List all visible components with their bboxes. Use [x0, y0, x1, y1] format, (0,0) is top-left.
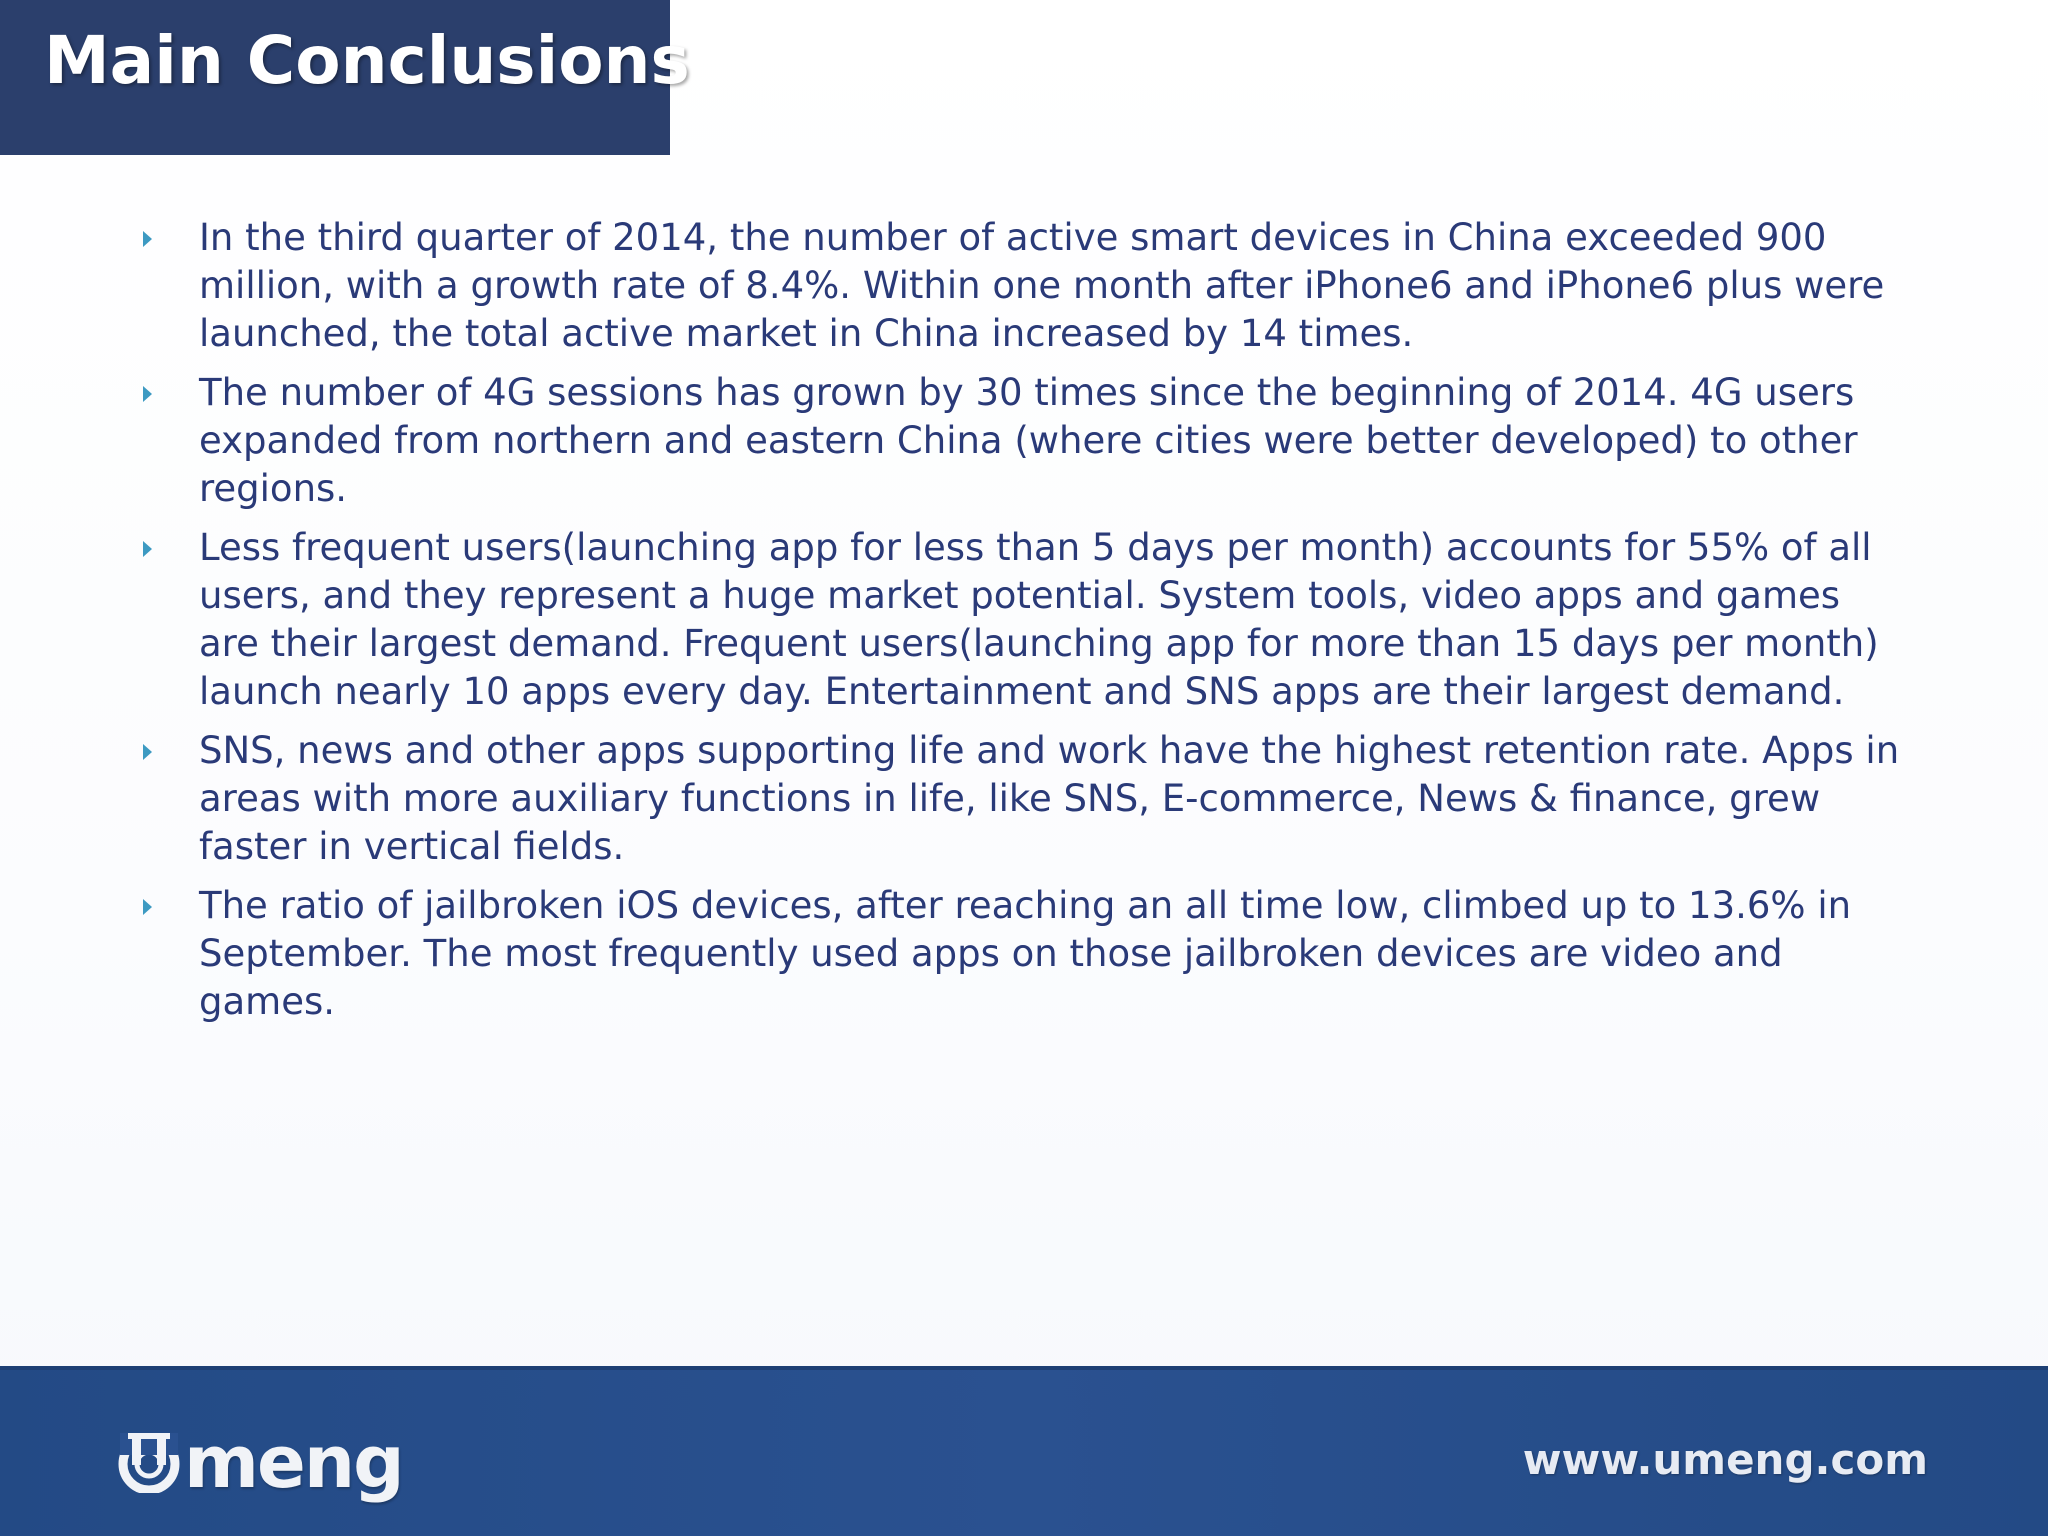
triangle-right-icon — [143, 541, 152, 557]
triangle-right-icon — [143, 899, 152, 915]
triangle-right-icon — [143, 744, 152, 760]
logo-text: meng — [184, 1420, 403, 1504]
list-item-text: Less frequent users(launching app for less than 5 days per month) accounts for 55% of all users, and they represent a huge market potential. System tools, video apps and games are their largest demand. Frequent users(launching app for more than 15 days per month) launch nearly 10 apps every day. Entertainment and SNS apps are their largest demand. — [199, 526, 1879, 713]
list-item-text: The number of 4G sessions has grown by 30 times since the beginning of 2014. 4G users expanded from northern and eastern China (where cities were better developed) to other regions. — [199, 371, 1858, 510]
umeng-logo — [118, 1420, 403, 1504]
list-item — [140, 214, 1900, 358]
footer-bar — [0, 1366, 2048, 1536]
conclusions-list — [140, 214, 1900, 1037]
list-item-text: In the third quarter of 2014, the number of active smart devices in China exceeded 900 million, with a growth rate of 8.4%. Within one month after iPhone6 and iPhone6 plus were launched, the total active market in China increased by 14 times. — [199, 216, 1885, 355]
title-banner — [0, 0, 690, 155]
triangle-right-icon — [143, 231, 152, 247]
list-item — [140, 524, 1900, 716]
triangle-right-icon — [143, 386, 152, 402]
list-item-text: The ratio of jailbroken iOS devices, after reaching an all time low, climbed up to 13.6% in September. The most frequently used apps on those jailbroken devices are video and games. — [199, 884, 1852, 1023]
list-item — [140, 369, 1900, 513]
site-url: www.umeng.com — [1522, 1435, 1928, 1484]
list-item — [140, 882, 1900, 1026]
umeng-logo-mark-icon — [118, 1431, 180, 1493]
list-item-text: SNS, news and other apps supporting life and work have the highest retention rate. Apps in areas with more auxiliary functions in life, like SNS, E-commerce, News & finance, grew faster in vertical fields. — [199, 729, 1900, 868]
list-item — [140, 727, 1900, 871]
page-title: Main Conclusions — [44, 22, 690, 99]
